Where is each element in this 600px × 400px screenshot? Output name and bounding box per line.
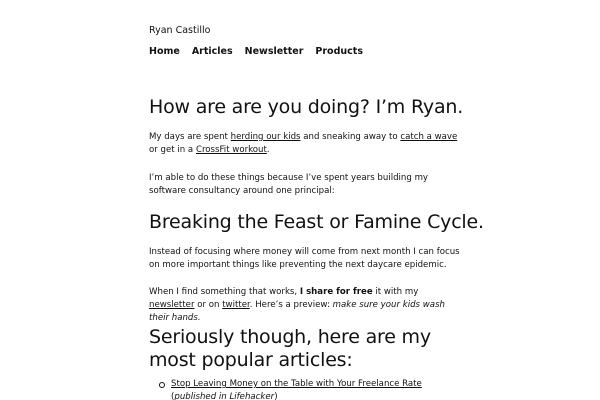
share-paragraph	[149, 286, 461, 325]
principle-paragraph: I’m able to do these things because I’ve spent years building my software consultancy around one principal:	[149, 173, 429, 196]
crossfit-link[interactable]: CrossFit workout	[195, 145, 267, 155]
share-text-3: or on	[194, 300, 223, 310]
nav-articles[interactable]: Articles	[191, 46, 233, 57]
main-nav	[149, 46, 363, 57]
herding-kids-link[interactable]: herding our kids	[230, 132, 301, 142]
intro-paragraph	[149, 131, 461, 157]
article-link[interactable]: Stop Leaving Money on the Table with Your Freelance Rate	[171, 379, 422, 389]
nav-home[interactable]: Home	[149, 46, 180, 57]
catch-wave-link[interactable]: catch a wave	[400, 132, 458, 142]
twitter-link[interactable]: twitter	[222, 300, 250, 310]
preview-italic: make sure your kids wash their hands.	[149, 300, 445, 323]
intro-text-4: .	[266, 145, 270, 155]
site-title[interactable]: Ryan Castillo	[149, 25, 211, 36]
newsletter-link[interactable]: newsletter	[149, 300, 195, 310]
articles-list	[149, 378, 461, 400]
focus-paragraph: Instead of focusing where money will come from next month I can focus on more important things like preventing the next daycare epidemic.	[149, 247, 460, 270]
intro-text-2: and sneaking away to	[300, 132, 401, 142]
share-text-1: When I find something that works,	[149, 287, 300, 297]
nav-newsletter[interactable]: Newsletter	[244, 46, 304, 57]
share-free-bold: I share for free	[299, 287, 373, 297]
article-note-close: )	[274, 392, 278, 400]
article-note: published in Lifehacker	[174, 392, 275, 400]
share-text-4: . Here’s a preview:	[249, 300, 333, 310]
intro-text-3: or get in a	[149, 145, 196, 155]
intro-text-1: My days are spent	[149, 132, 231, 142]
list-item	[171, 378, 461, 400]
nav-products[interactable]: Products	[315, 46, 363, 57]
feast-famine-heading: Breaking the Feast or Famine Cycle.	[149, 211, 484, 233]
popular-articles-heading: Seriously though, here are my most popular articles:	[149, 326, 431, 371]
share-text-2: it with my	[372, 287, 419, 297]
article-note-open: (	[171, 392, 175, 400]
hero-heading: How are are you doing? I’m Ryan.	[149, 96, 464, 118]
